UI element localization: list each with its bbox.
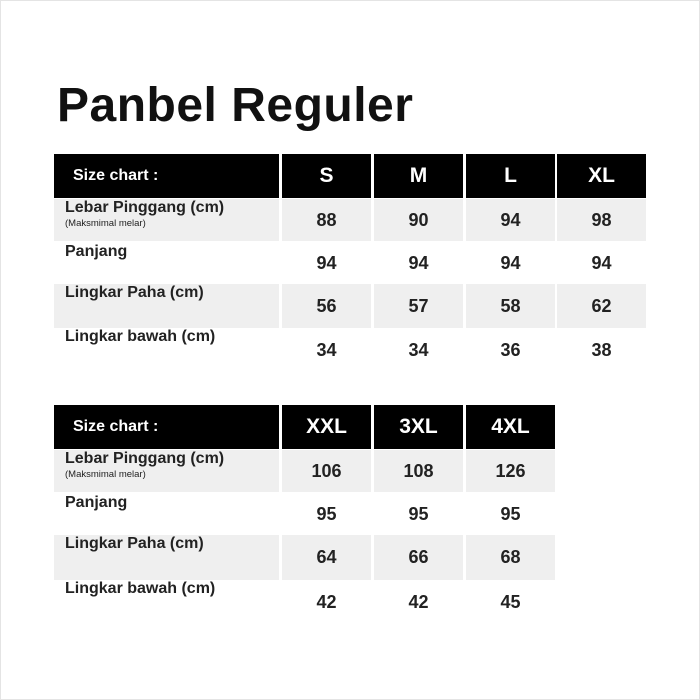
value-cell: 64 (282, 535, 371, 580)
row-label-text: Panjang (65, 243, 128, 260)
value-cell: 62 (557, 284, 646, 328)
row-label (54, 535, 279, 580)
value-cell: 94 (408, 253, 429, 273)
row-label (54, 580, 279, 624)
size-header-m: M (374, 154, 463, 198)
row-label-text: Lebar Pinggang (cm) (65, 450, 225, 467)
page-title: Panbel Reguler (57, 79, 414, 132)
value-cell: 38 (591, 339, 612, 360)
value-cell: 95 (408, 504, 429, 524)
value-cell: 45 (500, 591, 521, 612)
value-cell: 68 (466, 535, 555, 580)
value-cell: 126 (466, 450, 555, 492)
row-label (54, 450, 279, 492)
size-header-4xl: 4XL (466, 405, 555, 449)
value-cell: 42 (316, 591, 337, 612)
row-label-text: Lingkar bawah (cm) (65, 328, 216, 345)
header-label: Size chart : (54, 405, 279, 449)
row-label (54, 243, 279, 284)
row-label (54, 494, 279, 535)
value-cell: 94 (591, 253, 612, 273)
value-cell: 34 (316, 339, 337, 360)
header-label: Size chart : (54, 154, 279, 198)
value-cell: 36 (500, 339, 521, 360)
value-cell: 88 (282, 199, 371, 241)
row-label (54, 328, 279, 372)
size-header-3xl: 3XL (374, 405, 463, 449)
value-cell: 94 (500, 253, 521, 273)
value-cell: 95 (316, 504, 337, 524)
value-cell: 106 (282, 450, 371, 492)
value-cell: 42 (408, 591, 429, 612)
value-cell: 94 (316, 253, 337, 273)
value-cell: 57 (374, 284, 463, 328)
value-cell: 90 (374, 199, 463, 241)
row-label-text: Panjang (65, 494, 128, 511)
row-sublabel-text: (Maksmimal melar) (65, 469, 146, 480)
row-label-text: Lingkar bawah (cm) (65, 580, 216, 597)
value-cell: 95 (500, 504, 521, 524)
row-label-text: Lingkar Paha (cm) (65, 535, 204, 552)
value-cell: 34 (408, 339, 429, 360)
value-cell: 94 (466, 199, 555, 241)
value-cell: 66 (374, 535, 463, 580)
row-sublabel-text: (Maksmimal melar) (65, 218, 146, 229)
size-header-s: S (282, 154, 371, 198)
size-header-xl: XL (557, 154, 646, 198)
row-label (54, 284, 279, 328)
value-cell: 58 (466, 284, 555, 328)
size-header-l: L (466, 154, 555, 198)
value-cell: 98 (557, 199, 646, 241)
row-label-text: Lingkar Paha (cm) (65, 284, 204, 301)
value-cell: 56 (282, 284, 371, 328)
size-header-xxl: XXL (282, 405, 371, 449)
row-label (54, 199, 279, 241)
value-cell: 108 (374, 450, 463, 492)
row-label-text: Lebar Pinggang (cm) (65, 199, 225, 216)
